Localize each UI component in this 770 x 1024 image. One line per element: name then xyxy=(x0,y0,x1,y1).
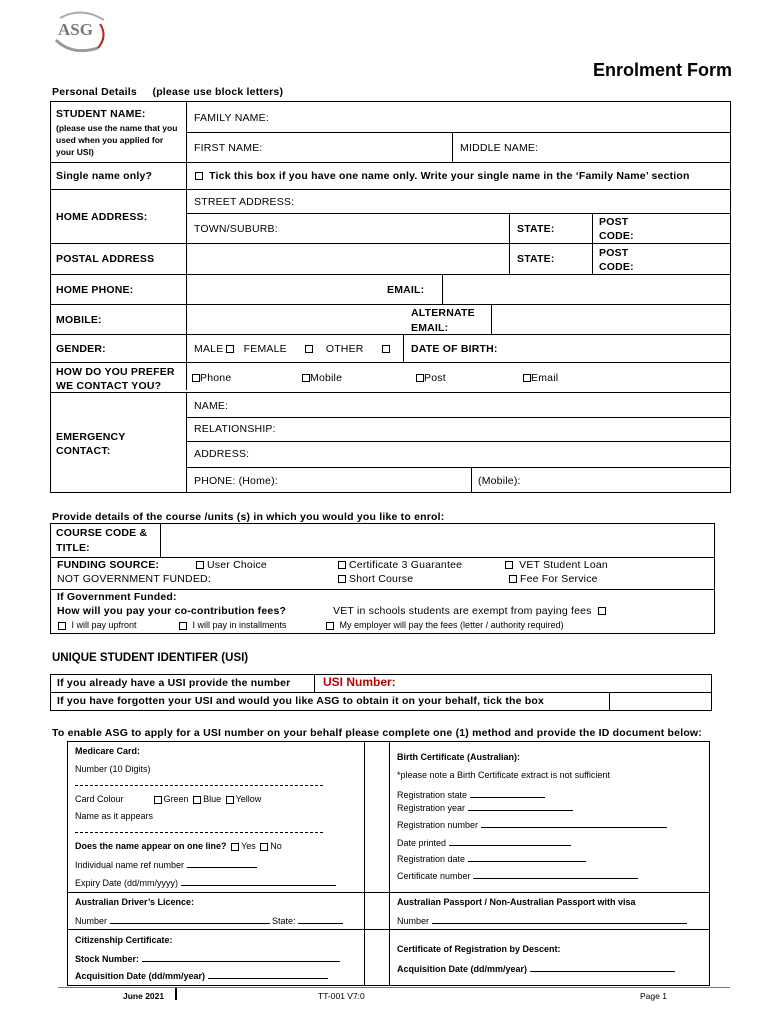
mobile-label: MOBILE: xyxy=(56,314,102,326)
form-title: Enrolment Form xyxy=(592,60,732,80)
checkbox-icon[interactable] xyxy=(226,796,234,804)
post-code-label: POST CODE: xyxy=(599,216,634,242)
birth-title: Birth Certificate (Australian): xyxy=(397,752,521,762)
forgotten-usi-tickbox[interactable] xyxy=(610,693,710,709)
em-phone-mobile-field[interactable]: (Mobile): xyxy=(478,475,521,487)
checkbox-icon[interactable] xyxy=(58,622,66,630)
pref-email[interactable]: Email xyxy=(523,372,558,384)
checkbox-icon[interactable] xyxy=(179,622,187,630)
not-gov-label: NOT GOVERNMENT FUNDED: xyxy=(57,573,211,585)
checkbox-icon[interactable] xyxy=(193,796,201,804)
descent-title: Certificate of Registration by Descent: xyxy=(397,944,561,954)
checkbox-icon[interactable] xyxy=(338,575,346,583)
checkbox-icon[interactable] xyxy=(505,561,513,569)
dob-label: DATE OF BIRTH: xyxy=(411,343,498,355)
passport-number-field[interactable]: Number xyxy=(397,914,687,926)
em-relationship-field[interactable]: RELATIONSHIP: xyxy=(194,423,276,435)
opt-vet-loan[interactable]: VET Student Loan xyxy=(502,559,608,571)
descent-acq-field[interactable]: Acquisition Date (dd/mm/year) xyxy=(397,962,675,974)
footer-code: TT-001 V7:0 xyxy=(318,991,365,1001)
course-code-label: COURSE CODE & TITLE: xyxy=(56,527,148,554)
reg-date-field[interactable]: Registration date xyxy=(397,852,586,864)
state-label: STATE: xyxy=(517,253,555,265)
checkbox-icon[interactable] xyxy=(231,843,239,851)
licence-number-field[interactable]: Number State: xyxy=(75,914,343,926)
citizenship-title: Citizenship Certificate: xyxy=(75,935,173,945)
medicare-title: Medicare Card: xyxy=(75,746,141,756)
contact-pref-label: HOW DO YOU PREFER WE CONTACT YOU? xyxy=(56,366,175,392)
date-printed-field[interactable]: Date printed xyxy=(397,836,571,848)
pref-phone[interactable]: Phone xyxy=(192,372,231,384)
em-name-field[interactable]: NAME: xyxy=(194,400,229,412)
checkbox-icon[interactable] xyxy=(416,374,424,382)
if-gov-label: If Government Funded: xyxy=(57,591,177,603)
checkbox-icon[interactable] xyxy=(338,561,346,569)
opt-user-choice[interactable]: User Choice xyxy=(193,559,267,571)
alt-email-label: ALTERNATE EMAIL: xyxy=(411,307,475,334)
name-as-appears[interactable]: Name as it appears xyxy=(75,811,154,821)
employer-pay-option[interactable]: My employer will pay the fees (letter / authority required) xyxy=(323,620,564,630)
town-suburb-field[interactable]: TOWN/SUBURB: xyxy=(194,223,278,235)
email-label: EMAIL: xyxy=(387,284,425,296)
asg-logo xyxy=(52,10,112,54)
footer-page: Page 1 xyxy=(640,991,667,1001)
home-address-label: HOME ADDRESS: xyxy=(56,211,148,223)
expiry-field[interactable]: Expiry Date (dd/mm/yyyy) xyxy=(75,876,336,888)
emergency-contact-label: EMERGENCY CONTACT: xyxy=(56,431,126,457)
single-name-option[interactable]: Tick this box if you have one name only. Write your single name in the ‘Family Name’ section xyxy=(192,170,690,182)
medicare-number[interactable]: Number (10 Digits) xyxy=(75,764,151,774)
checkbox-icon[interactable] xyxy=(196,561,204,569)
checkbox-icon[interactable] xyxy=(509,575,517,583)
forgotten-usi-label: If you have forgotten your USI and would you like ASG to obtain it on your behalf, tick the box xyxy=(57,695,545,707)
checkbox-icon[interactable] xyxy=(226,345,234,353)
post-code-label: POST CODE: xyxy=(599,247,634,273)
checkbox-icon[interactable] xyxy=(302,374,310,382)
card-colour[interactable]: Card Colour Green Blue Yellow xyxy=(75,794,262,804)
usi-heading: UNIQUE STUDENT IDENTIFER (USI) xyxy=(52,652,249,664)
section-label: Personal Details (please use block letters) xyxy=(52,86,284,98)
state-label: STATE: xyxy=(517,223,555,235)
checkbox-icon[interactable] xyxy=(154,796,162,804)
student-name-note: (please use the name that you used when you applied for your USI) xyxy=(56,123,178,157)
opt-short-course[interactable]: Short Course xyxy=(335,573,413,585)
checkbox-icon[interactable] xyxy=(192,374,200,382)
checkbox-icon[interactable] xyxy=(598,607,606,615)
pay-upfront-option[interactable]: I will pay upfront xyxy=(55,620,137,630)
home-phone-label: HOME PHONE: xyxy=(56,284,134,296)
footer-date: June 2021 xyxy=(123,991,165,1001)
licence-title: Australian Driver’s Licence: xyxy=(75,897,195,907)
pref-post[interactable]: Post xyxy=(416,372,446,384)
reg-year-field[interactable]: Registration year xyxy=(397,801,573,813)
have-usi-label: If you already have a USI provide the number xyxy=(57,677,291,689)
checkbox-icon[interactable] xyxy=(305,345,313,353)
family-name-field[interactable]: FAMILY NAME: xyxy=(194,112,269,124)
em-phone-home-field[interactable]: PHONE: (Home): xyxy=(194,475,278,487)
opt-fee-service[interactable]: Fee For Service xyxy=(506,573,598,585)
checkbox-icon[interactable] xyxy=(382,345,390,353)
reg-state-field[interactable]: Registration state xyxy=(397,788,545,800)
opt-cert3[interactable]: Certificate 3 Guarantee xyxy=(335,559,462,571)
checkbox-icon[interactable] xyxy=(326,622,334,630)
em-address-field[interactable]: ADDRESS: xyxy=(194,448,250,460)
one-line-question[interactable]: Does the name appear on one line? Yes No xyxy=(75,841,282,851)
how-pay-label: How will you pay your co-contribution fees? xyxy=(57,605,287,617)
checkbox-icon[interactable] xyxy=(260,843,268,851)
postal-address-label: POSTAL ADDRESS xyxy=(56,253,155,265)
citizenship-acq-field[interactable]: Acquisition Date (dd/mm/year) xyxy=(75,969,328,981)
reg-number-field[interactable]: Registration number xyxy=(397,818,667,830)
checkbox-icon[interactable] xyxy=(523,374,531,382)
student-name-label: STUDENT NAME: xyxy=(56,108,146,120)
vet-schools-option[interactable]: VET in schools students are exempt from paying fees xyxy=(333,605,609,617)
logo-text: ASG xyxy=(58,20,93,39)
single-name-label: Single name only? xyxy=(56,170,153,182)
birth-note: *please note a Birth Certificate extract is not sufficient xyxy=(397,770,610,780)
course-intro: Provide details of the course /units (s) in which you would you like to enrol: xyxy=(52,511,445,523)
gender-label: GENDER: xyxy=(56,343,106,355)
passport-title: Australian Passport / Non-Australian Passport with visa xyxy=(397,897,636,907)
cert-number-field[interactable]: Certificate number xyxy=(397,869,638,881)
method-intro: To enable ASG to apply for a USI number on your behalf please complete one (1) method and provide the ID document below: xyxy=(52,727,702,739)
first-name-field[interactable]: FIRST NAME: xyxy=(194,142,263,154)
street-address-field[interactable]: STREET ADDRESS: xyxy=(194,196,295,208)
middle-name-field[interactable]: MIDDLE NAME: xyxy=(460,142,539,154)
funding-source-label: FUNDING SOURCE: xyxy=(57,559,160,571)
gender-options[interactable]: MALE FEMALE OTHER xyxy=(194,343,393,355)
pay-install-option[interactable]: I will pay in installments xyxy=(176,620,287,630)
stock-number-field[interactable]: Stock Number: xyxy=(75,952,340,964)
ref-number-field[interactable]: Individual name ref number xyxy=(75,858,257,870)
checkbox-icon[interactable] xyxy=(195,172,203,180)
usi-number-field[interactable]: USI Number: xyxy=(323,675,396,689)
pref-mobile[interactable]: Mobile xyxy=(302,372,342,384)
